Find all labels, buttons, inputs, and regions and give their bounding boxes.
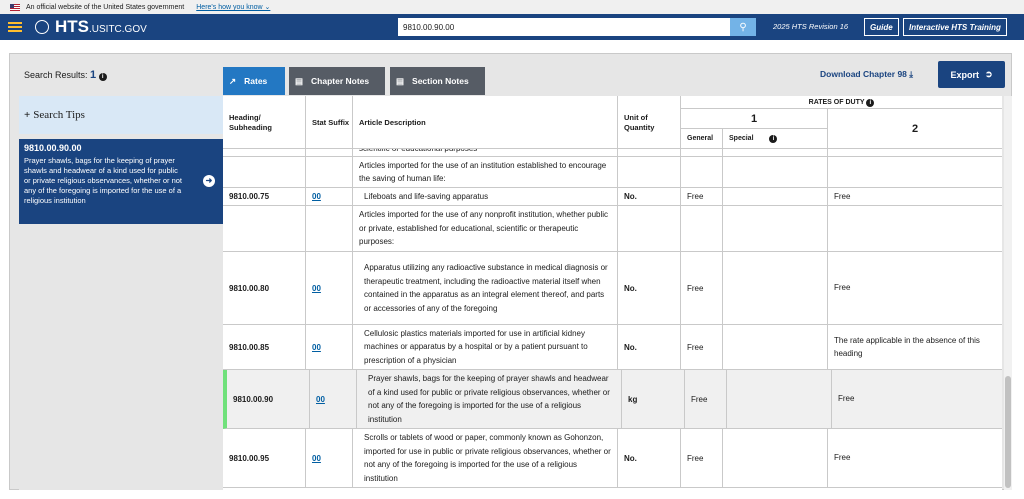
cell-desc: Apparatus utilizing any radioactive substance in medical diagnosis or therapeutic treatment, including the radioactive material itself when contained in the apparatus as an integral element thereof, and parts or accessories of any of the foregoing (353, 252, 618, 324)
result-card[interactable] (19, 139, 223, 224)
gov-banner (0, 0, 1024, 14)
col2-header: 2 (911, 123, 919, 135)
search-button[interactable] (730, 18, 756, 36)
cell-desc: Scrolls or tablets of wood or paper, commonly known as Gohonzon, imported for use in public or private religious observances, whether or not any of the foregoing is imported for the use of a religious institution (353, 429, 618, 487)
cell-col2 (828, 206, 1002, 251)
search-results-count: Search Results: 1 i (24, 69, 107, 81)
cell-general: Free (681, 188, 723, 205)
col-stat: Stat Suffix (306, 96, 353, 149)
col-unit: Unit of Quantity (618, 96, 681, 149)
gov-banner-text: An official website of the United States government (26, 3, 185, 11)
rates-of-duty-header: RATES OF DUTY i (681, 96, 1002, 109)
cell-stat[interactable]: 00 (306, 325, 353, 369)
document-icon: ▤ (295, 75, 304, 86)
cell-general: Free (685, 370, 727, 428)
cell-heading: 9810.00.95 (223, 429, 306, 487)
info-icon[interactable]: i (769, 135, 777, 143)
cell-special (723, 188, 828, 205)
cell-general: Free (681, 429, 723, 487)
cell-stat[interactable]: 00 (306, 252, 353, 324)
search-bar (398, 18, 756, 36)
cell-special (727, 370, 832, 428)
cell-desc: Articles imported for the use of an institution established to encourage the saving of human life: (353, 157, 618, 187)
cell-col2: Free (834, 453, 851, 463)
heres-how-link[interactable]: Here's how you know ⌄ (196, 4, 271, 11)
cell-stat (306, 206, 353, 251)
cell-heading: 9810.00.75 (223, 188, 306, 205)
general-header: General (681, 129, 723, 149)
cell-special (723, 252, 828, 324)
cell-general: Free (681, 252, 723, 324)
cell-unit: kg (622, 370, 685, 428)
cell-col2: Free (838, 394, 855, 404)
cell-unit (618, 157, 681, 187)
cell-general (681, 157, 723, 187)
cell-stat[interactable]: 00 (306, 188, 353, 205)
document-icon: ▤ (396, 75, 405, 86)
col-article: Article Description (353, 96, 618, 149)
download-icon: ⤓ (909, 69, 914, 79)
table-row (223, 325, 1002, 370)
cell-desc: Articles imported for the use of any nonprofit institution, whether public or private, established for educational, scientific or therapeutic purposes: (353, 206, 618, 251)
rates-table (223, 96, 1002, 490)
tab-chapter-notes[interactable]: ▤ Chapter Notes (289, 67, 385, 95)
cell-heading: 9810.00.85 (223, 325, 306, 369)
tab-rates[interactable]: ↗ Rates (223, 67, 285, 95)
download-chapter-link[interactable]: Download Chapter 98 ⤓ (820, 69, 914, 79)
cell-special (723, 157, 828, 187)
cell-desc: Cellulosic plastics materials imported for use in artificial kidney machines or apparatus by a hospital or by a patient pursuant to prescription of a physician (353, 325, 618, 369)
result-description: Prayer shawls, bags for the keeping of prayer shawls and headwear of a kind used for public or private religious observances, whether or not any of the foregoing is imported for the use of a religious institution (24, 156, 182, 205)
cell-general: Free (681, 325, 723, 369)
revision-label: 2025 HTS Revision 16 (773, 22, 849, 31)
cell-heading: 9810.00.90 (227, 370, 310, 428)
menu-icon[interactable] (8, 22, 22, 32)
table-row (223, 157, 1002, 188)
cell-special (723, 325, 828, 369)
cell-col2 (828, 157, 1002, 187)
export-button[interactable]: Export ➲ (938, 61, 1005, 88)
table-row (223, 429, 1002, 488)
arrow-right-icon[interactable]: ➜ (203, 175, 215, 187)
sidebar (19, 96, 223, 490)
export-icon: ➲ (984, 69, 993, 79)
scrollbar-thumb[interactable] (1005, 376, 1011, 488)
search-icon: ⚲ (739, 21, 747, 33)
cell-heading: 9810.00.80 (223, 252, 306, 324)
tab-section-notes[interactable]: ▤ Section Notes (390, 67, 485, 95)
cell-desc: Lifeboats and life-saving apparatus (353, 188, 618, 205)
cell-stat (306, 157, 353, 187)
cell-unit: No. (618, 252, 681, 324)
cell-stat[interactable]: 00 (310, 370, 357, 428)
col1-header: 1 (681, 109, 828, 129)
results-panel (9, 53, 1012, 490)
usitc-seal-icon (35, 20, 49, 34)
table-row (223, 252, 1002, 325)
cell-col2: Free (834, 283, 851, 293)
cell-special (723, 206, 828, 251)
cell-heading (223, 157, 306, 187)
table-row (223, 188, 1002, 206)
chart-icon: ↗ (229, 75, 237, 86)
table-header (223, 96, 1002, 149)
result-code: 9810.00.90.00 (24, 143, 82, 153)
cell-heading (223, 206, 306, 251)
training-button[interactable]: Interactive HTS Training (903, 18, 1007, 36)
site-logo[interactable]: HTS.USITC.GOV (55, 17, 147, 36)
search-input[interactable] (398, 18, 730, 36)
table-row (223, 370, 1002, 429)
guide-button[interactable]: Guide (864, 18, 899, 36)
cell-col2: Free (834, 191, 851, 201)
cell-stat[interactable]: 00 (306, 429, 353, 487)
cell-general (681, 206, 723, 251)
table-row (223, 206, 1002, 252)
cell-unit: No. (618, 429, 681, 487)
cell-desc: Prayer shawls, bags for the keeping of prayer shawls and headwear of a kind used for public or private religious observances, whether or not any of the foregoing is imported for the use of a religious institution (357, 370, 622, 428)
scrollbar[interactable] (1004, 96, 1012, 490)
search-tips[interactable]: + Search Tips (19, 96, 223, 134)
cell-special (723, 429, 828, 487)
cell-unit: No. (618, 325, 681, 369)
us-flag-icon (10, 4, 20, 11)
col-heading: Heading/ Subheading (223, 96, 306, 149)
info-icon[interactable]: i (99, 73, 107, 81)
info-icon[interactable]: i (866, 99, 874, 107)
cell-unit (618, 206, 681, 251)
special-header: Special i (723, 129, 828, 149)
cell-col2: The rate applicable in the absence of this heading (834, 335, 980, 358)
cell-unit: No. (618, 188, 681, 205)
top-navbar (0, 14, 1024, 40)
